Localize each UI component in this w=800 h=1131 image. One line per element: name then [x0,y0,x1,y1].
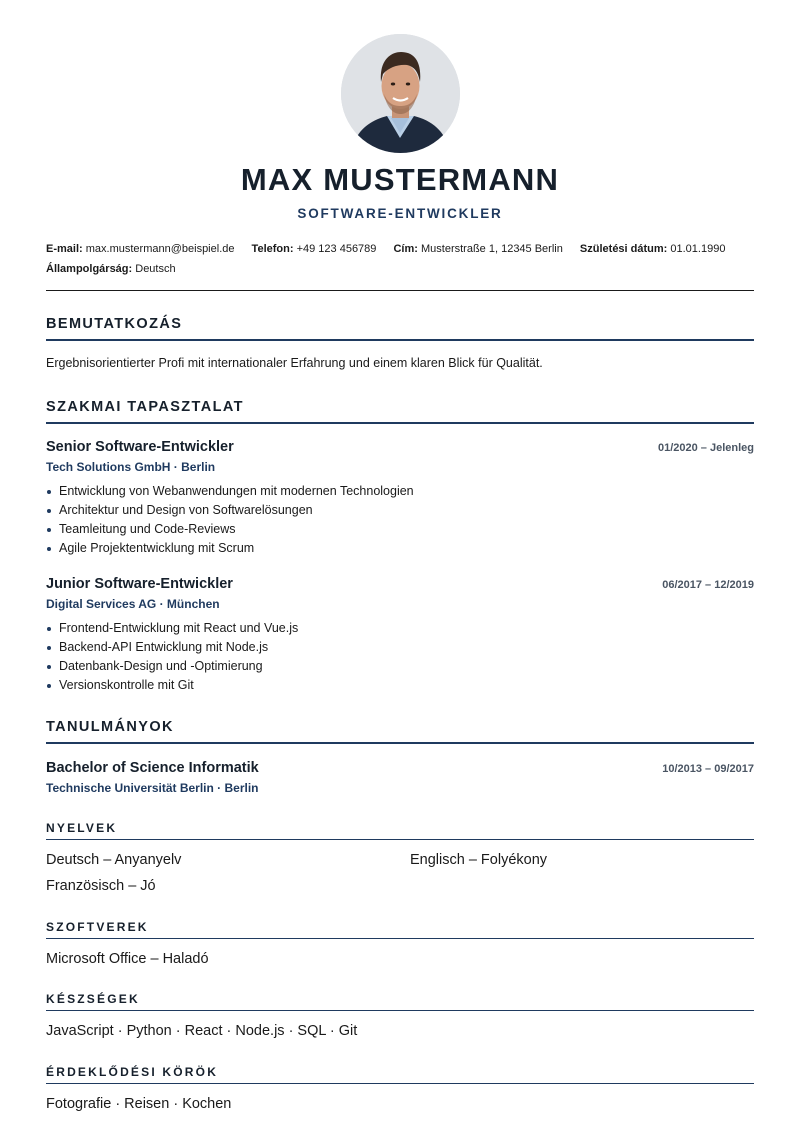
software-text: Microsoft Office – Haladó [46,951,209,967]
contact-email-value: max.mustermann@beispiel.de [85,243,235,255]
list-item: Teamleitung und Code-Reviews [46,520,414,539]
intro-heading: BEMUTATKOZÁS [46,316,183,332]
job-1-company: Tech Solutions GmbH · Berlin [46,460,216,474]
job-2-bullets [46,619,298,695]
education-heading: TANULMÁNYOK [46,719,174,735]
intro-text: Ergebnisorientierter Profi mit internationaler Erfahrung und einem klaren Blick für Qualität. [46,356,543,370]
job-2-date: 06/2017 – 12/2019 [662,579,754,591]
language-item: Deutsch – Anyanyelv [46,852,182,868]
interests-text: Fotografie · Reisen · Kochen [46,1096,232,1112]
contact-birth-value: 01.01.1990 [670,243,726,255]
job-1-title: Senior Software-Entwickler [46,439,234,455]
job-2-company: Digital Services AG · München [46,597,220,611]
software-heading: SZOFTVEREK [46,920,149,934]
cv-page [46,0,754,1131]
contact-citizenship-value: Deutsch [135,263,176,275]
education-divider [46,742,754,744]
contact-phone-value: +49 123 456789 [296,243,377,255]
list-item: Versionskontrolle mit Git [46,676,298,695]
skills-text: JavaScript · Python · React · Node.js · SQL · Git [46,1023,358,1039]
list-item: Agile Projektentwicklung mit Scrum [46,539,414,558]
contact-citizenship [46,259,754,279]
contact-email-label: E-mail: [46,243,83,255]
contact-birth-label: Születési dátum: [579,243,668,255]
contact-address [393,239,562,259]
intro-divider [46,339,754,341]
language-item: Englisch – Folyékony [410,852,548,868]
list-item: Architektur und Design von Softwarelösungen [46,501,414,520]
job-2-title: Junior Software-Entwickler [46,576,233,592]
skills-divider [46,1010,754,1011]
list-item: Backend-API Entwicklung mit Node.js [46,638,298,657]
skills-heading: KÉSZSÉGEK [46,992,140,1006]
education-1-date: 10/2013 – 09/2017 [662,763,754,775]
education-1-school: Technische Universität Berlin · Berlin [46,781,259,795]
candidate-name: MAX MUSTERMANN [240,162,560,197]
job-1-bullets [46,482,414,558]
profile-photo [341,34,460,153]
contact-address-label: Cím: [393,243,418,255]
contact-info [46,239,754,279]
software-divider [46,938,754,939]
list-item: Frontend-Entwicklung mit React und Vue.js [46,619,298,638]
list-item: Datenbank-Design und -Optimierung [46,657,298,676]
contact-address-value: Musterstraße 1, 12345 Berlin [421,243,563,255]
languages-heading: NYELVEK [46,821,118,835]
list-item: Entwicklung von Webanwendungen mit modernen Technologien [46,482,414,501]
languages-divider [46,839,754,840]
contact-phone-label: Telefon: [251,243,294,255]
interests-divider [46,1083,754,1084]
job-title: SOFTWARE-ENTWICKLER [297,206,503,221]
header-divider [46,290,754,291]
contact-phone [252,239,377,259]
experience-divider [46,422,754,424]
education-1-title: Bachelor of Science Informatik [46,760,259,776]
job-1-date: 01/2020 – Jelenleg [657,442,754,454]
contact-birth [580,239,726,259]
interests-heading: ÉRDEKLŐDÉSI KÖRÖK [46,1065,219,1079]
contact-email [46,239,234,259]
experience-heading: SZAKMAI TAPASZTALAT [46,399,244,415]
contact-citizenship-label: Állampolgárság: [46,263,133,275]
language-item: Französisch – Jó [46,878,156,894]
